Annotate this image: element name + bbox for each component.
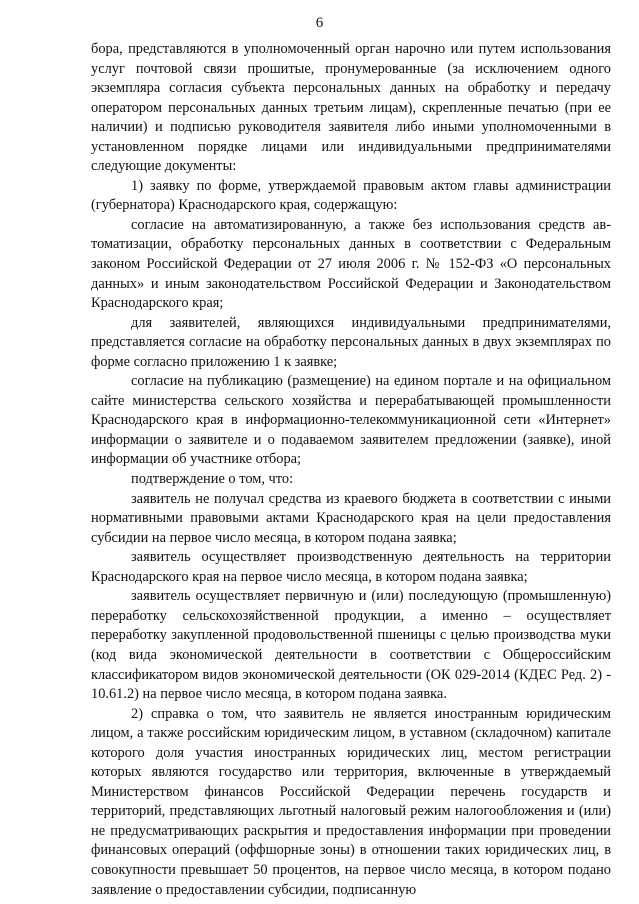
paragraph: бора, представляются в уполномоченный орган нарочно или путем использования услуг почтовой связи прошитые, пронумерованные (за исключением одного экземпляра согласия субъекта персональных данных на обработку и передачу оператором персональных данных третьим лицам), скрепленные печатью (при ее наличии) и подписью руководителя заявителя либо иными уполномоченными в установленном порядке лицами или индивидуальными предпринимателями следующие документы: (91, 41, 611, 175)
paragraph: заявитель осуществляет первичную и (или) последующую (промышленную) переработку сельскохозяйственной продукции, а именно – осуществляет переработку закупленной продовольственной пшеницы с целью производства муки (код вида экономической деятельности в соответствии с Общероссийским классификатором видов экономической деятельности (ОК 029-2014 (КДЕС Ред. 2) - 10.61.2) на первое число месяца, в котором подана заявка. (91, 588, 611, 703)
paragraph: согласие на автоматизированную, а также без использования средств автоматизации, обработку персональных данных в соответствии с Федеральным законом Российской Федерации от 27 июля 2006 г. № 152-ФЗ «О персональных данных» и иным законодательством Российской Федерации и Законодательством Краснодарского края; (91, 216, 611, 312)
paragraph: 2) справка о том, что заявитель не является иностранным юридическим лицом, а также российским юридическим лицом, в уставном (складочном) капитале которого доля участия иностранных юридических лиц, местом регистрации которых являются государство или территория, включенные в утверждаемый Министерством финансов Российской Федерации перечень государств и территорий, представляющих льготный налоговый режим налогообложения и (или) не предусматривающих раскрытия и предоставления информации при проведении финансовых операций (оффшорные зоны) в отношении таких юридических лиц, в совокупности превышает 50 процентов, на первое число месяца, в котором подано заявление о предоставлении субсидии, подписанную (91, 705, 611, 898)
paragraph: подтверждение о том, что: (131, 471, 294, 488)
paragraph: для заявителей, являющихся индивидуальными предпринимателями, представляется согласие на обработку персональных данных в двух экземплярах по форме согласно приложению 1 к заявке; (91, 314, 611, 370)
paragraph: заявитель осуществляет производственную деятельность на территории Краснодарского края на первое число месяца, в котором подана заявка; (91, 549, 611, 585)
paragraph: заявитель не получал средства из краевого бюджета в соответствии с иными нормативными правовыми актами Краснодарского края на цели предоставления субсидии на первое число месяца, в котором подана заявка; (91, 490, 611, 546)
body-text (91, 40, 611, 900)
paragraph: 1) заявку по форме, утверждаемой правовым актом главы администрации (губернатора) Краснодарского края, содержащую: (91, 177, 611, 214)
paragraph: согласие на публикацию (размещение) на едином портале и на официальном сайте министерства сельского хозяйства и перерабатывающей промышленности Краснодарского края в информационно-телекоммуникационной сети «Интернет» информации о заявителе и о подаваемом заявителем предложении (заявке), иной информации об участнике отбора; (91, 373, 611, 468)
page-number: 6 (315, 15, 324, 31)
